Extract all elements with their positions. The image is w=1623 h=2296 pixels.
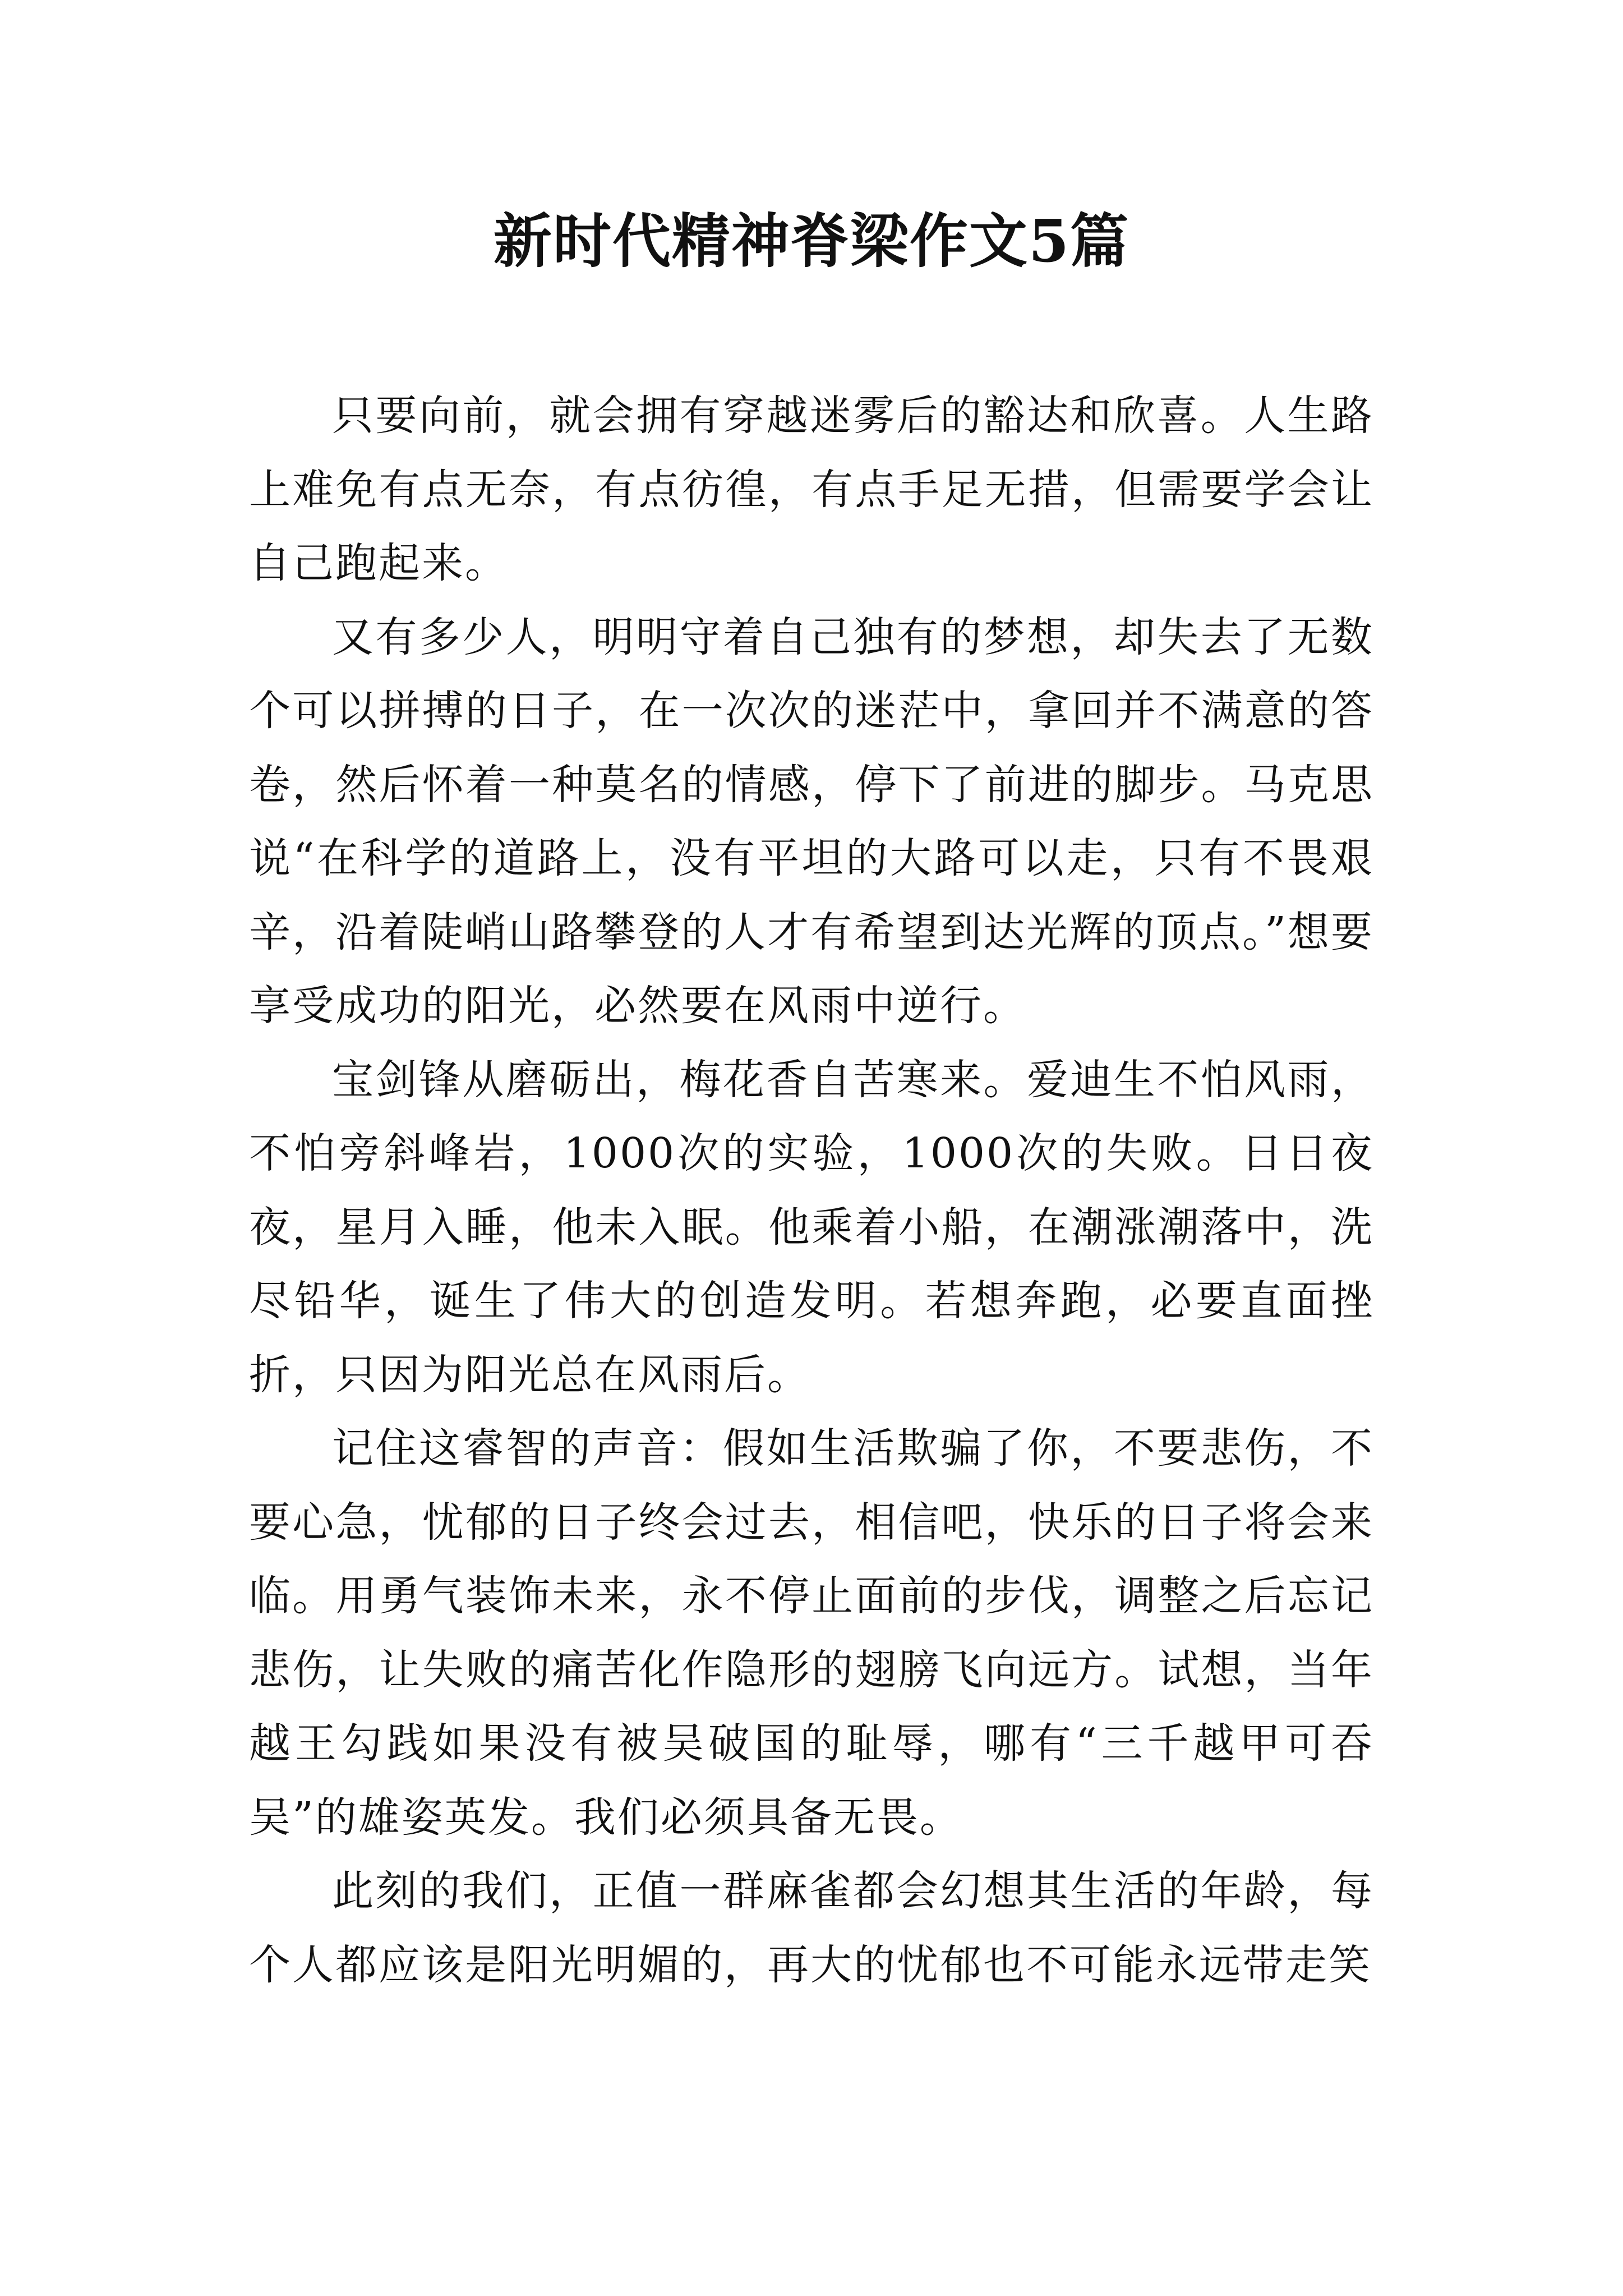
paragraph-1: 只要向前，就会拥有穿越迷雾后的豁达和欣喜。人生路上难免有点无奈，有点彷徨，有点手足无措，但需要学会让自己跑起来。 — [249, 392, 1374, 587]
paragraph-5: 此刻的我们，正值一群麻雀都会幻想其生活的年龄，每个人都应该是阳光明媚的，再大的忧郁也不可能永远带走笑 — [249, 1867, 1374, 1989]
document-title: 新时代精神脊梁作文5篇 — [493, 206, 1130, 275]
paragraph-3: 宝剑锋从磨砺出，梅花香自苦寒来。爱迪生不怕风雨，不怕旁斜峰岩，1000次的实验，1000次的失败。日日夜夜，星月入睡，他未入眠。他乘着小船，在潮涨潮落中，洗尽铅华，诞生了伟大的创造发明。若想奔跑，必要直面挫折，只因为阳光总在风雨后。 — [249, 1055, 1374, 1399]
document-body — [249, 379, 1374, 2002]
paragraph-2: 又有多少人，明明守着自己独有的梦想，却失去了无数个可以拼搏的日子，在一次次的迷茫中，拿回并不满意的答卷，然后怀着一种莫名的情感，停下了前进的脚步。马克思说“在科学的道路上，没有平坦的大路可以走，只有不畏艰辛，沿着陡峭山路攀登的人才有希望到达光辉的顶点。”想要享受成功的阳光，必然要在风雨中逆行。 — [249, 613, 1374, 1030]
paragraph-4: 记住这睿智的声音：假如生活欺骗了你，不要悲伤，不要心急，忧郁的日子终会过去，相信吧，快乐的日子将会来临。用勇气装饰未来，永不停止面前的步伐，调整之后忘记悲伤，让失败的痛苦化作隐形的翅膀飞向远方。试想，当年越王勾践如果没有被吴破国的耻辱，哪有“三千越甲可吞吴”的雄姿英发。我们必须具备无畏。 — [249, 1424, 1374, 1842]
